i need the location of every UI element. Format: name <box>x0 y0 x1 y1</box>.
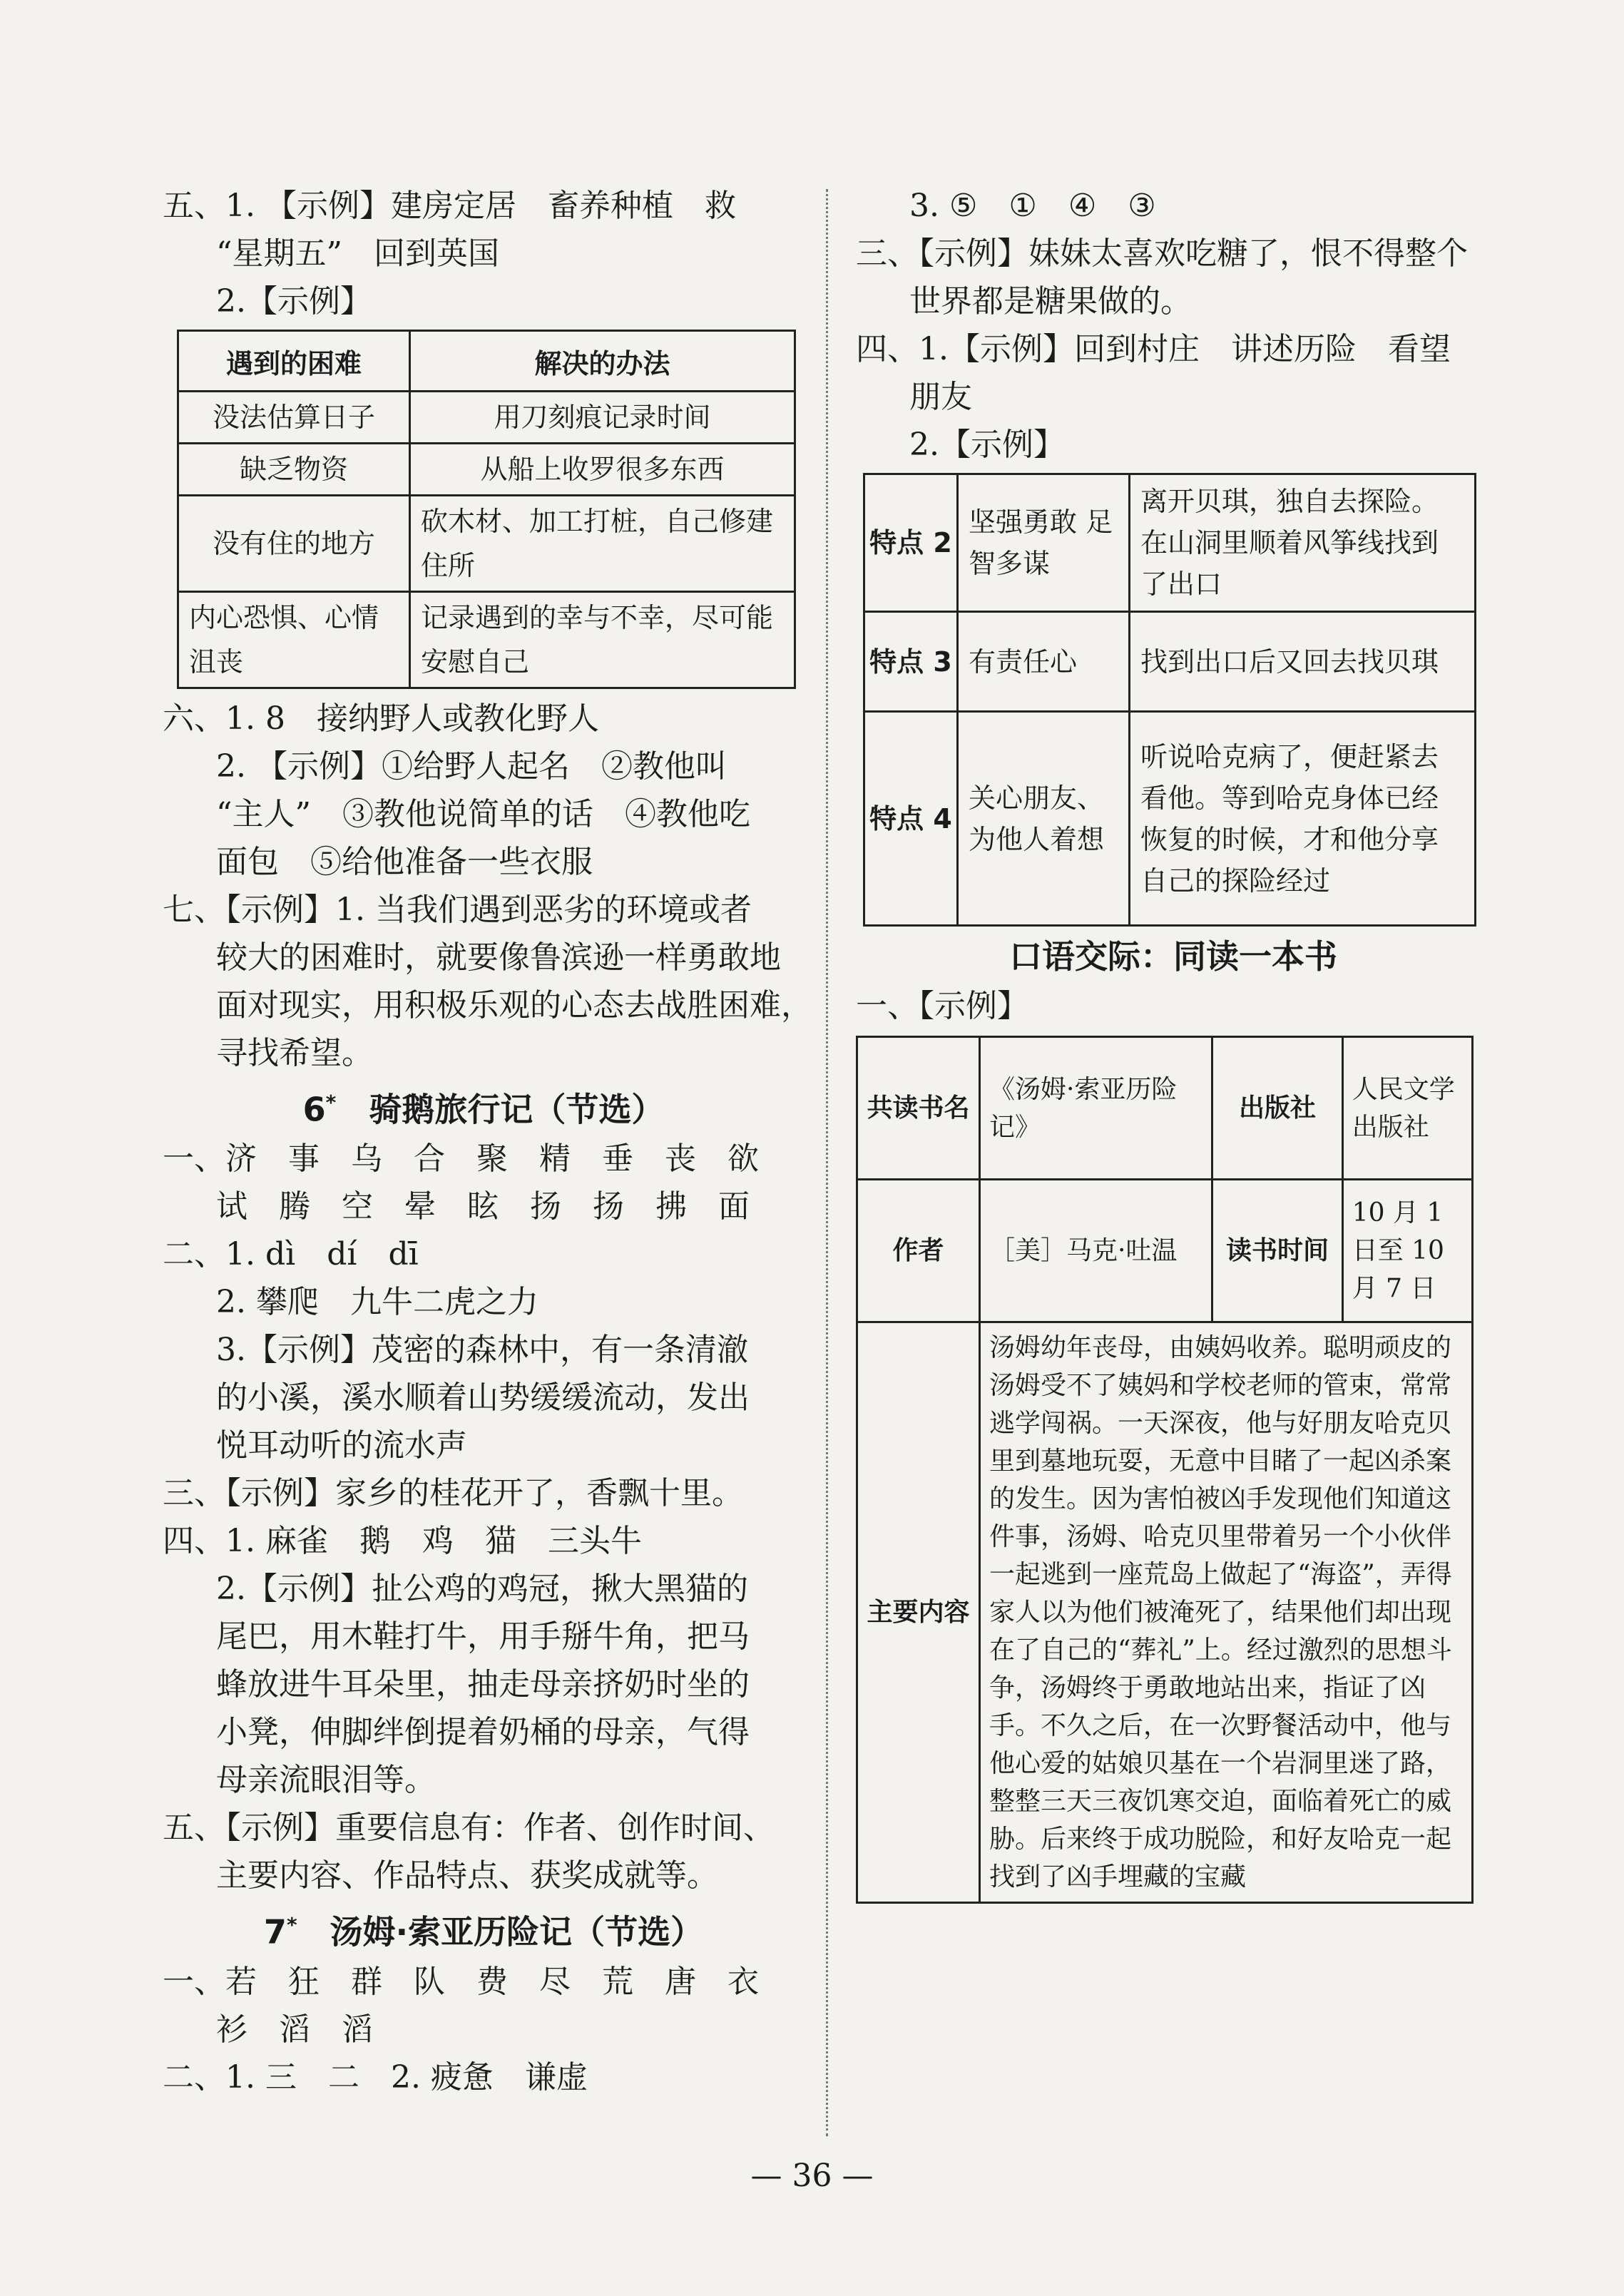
lesson-7-heading <box>163 1901 805 1956</box>
table-header: 遇到的困难 <box>178 331 410 392</box>
table-row <box>178 444 795 496</box>
answer-line: 七、【示例】1. 当我们遇到恶劣的环境或者 <box>163 892 752 928</box>
lesson-6-heading <box>163 1078 805 1133</box>
table-row <box>857 1322 1473 1903</box>
table-cell: 内心恐惧、心情沮丧 <box>178 592 410 688</box>
answer-line: 小凳，伸脚绊倒提着奶桶的母亲，气得 <box>216 1714 750 1751</box>
answer-line: 3.【示例】茂密的森林中，有一条清澈 <box>216 1332 748 1369</box>
content-label: 主要内容 <box>857 1322 980 1903</box>
answer-line: 尾巴，用木鞋打牛，用手掰牛角，把马 <box>216 1618 750 1655</box>
answer-line: 母亲流眼泪等。 <box>216 1762 436 1799</box>
answer-line: 三、【示例】妹妹太喜欢吃糖了，恨不得整个 <box>856 235 1468 272</box>
table-cell: 从船上收罗很多东西 <box>410 444 795 496</box>
trait-label: 特点 4 <box>864 712 958 926</box>
table-row <box>178 392 795 444</box>
answer-line: 较大的困难时，就要像鲁滨逊一样勇敢地 <box>216 939 781 976</box>
author-label: 作者 <box>857 1180 980 1322</box>
author: ［美］马克·吐温 <box>979 1180 1212 1322</box>
trait-evidence: 找到出口后又回去找贝琪 <box>1130 612 1476 712</box>
answer-line: 一、济 事 乌 合 聚 精 垂 丧 欲 <box>163 1141 759 1178</box>
lesson-number: 6 <box>302 1090 326 1129</box>
table-row <box>178 592 795 688</box>
publisher: 人民文学出版社 <box>1342 1037 1472 1180</box>
table-cell: 记录遇到的幸与不幸，尽可能安慰自己 <box>410 592 795 688</box>
table-row <box>178 496 795 592</box>
difficulty-solution-table <box>177 330 796 689</box>
trait-label: 特点 3 <box>864 612 958 712</box>
answer-line: 悦耳动听的流水声 <box>216 1427 467 1464</box>
answer-line: 寻找希望。 <box>216 1035 373 1071</box>
answer-line: 二、1. dì dí dī <box>163 1236 419 1273</box>
lesson-title: 骑鹅旅行记（节选） <box>369 1090 665 1129</box>
trait-name: 坚强勇敢 足智多谋 <box>958 474 1130 612</box>
table-cell: 用刀刻痕记录时间 <box>410 392 795 444</box>
answer-line: “星期五” 回到英国 <box>216 235 499 272</box>
answer-line: 衫 滔 滔 <box>216 2011 373 2048</box>
lesson-star: * <box>286 1913 297 1937</box>
table-row <box>864 474 1476 612</box>
answer-line: 二、1. 三 二 2. 疲惫 谦虚 <box>163 2058 588 2096</box>
answer-line: 五、1. 【示例】建房定居 畜养种植 救 <box>163 188 736 224</box>
publisher-label: 出版社 <box>1212 1037 1342 1180</box>
answer-line: 的小溪，溪水顺着山势缓缓流动，发出 <box>216 1379 750 1417</box>
answer-line: 四、1.【示例】回到村庄 讲述历险 看望 <box>856 331 1451 367</box>
answer-line: 面对现实，用积极乐观的心态去战胜困难， <box>216 987 812 1024</box>
table-cell: 没法估算日子 <box>178 392 410 444</box>
answer-line: 六、1. 8 接纳野人或教化野人 <box>163 700 599 737</box>
answer-line: 五、【示例】重要信息有：作者、创作时间、 <box>163 1810 775 1847</box>
content-summary: 汤姆幼年丧母，由姨妈收养。聪明顽皮的汤姆受不了姨妈和学校老师的管束，常常逃学闯祸。一天深夜，他与好朋友哈克贝里到墓地玩耍，无意中目睹了一起凶杀案的发生。因为害怕被凶手发现他们知道这件事，汤姆、哈克贝里带着另一个小伙伴一起逃到一座荒岛上做起了“海盗”，弄得家人以为他们被淹死了，结果他们却出现在了自己的“葬礼”上。经过激烈的思想斗争，汤姆终于勇敢地站出来，指证了凶手。不久之后，在一次野餐活动中，他与他心爱的姑娘贝基在一个岩洞里迷了路，整整三天三夜饥寒交迫，面临着死亡的威胁。后来终于成功脱险，和好友哈克一起找到了凶手埋藏的宝藏 <box>979 1322 1472 1903</box>
answer-line: 3. ⑤ ① ④ ③ <box>909 188 1156 224</box>
trait-name: 关心朋友、为他人着想 <box>958 712 1130 926</box>
answer-line: 四、1. 麻雀 鹅 鸡 猫 三头牛 <box>163 1523 642 1560</box>
table-row <box>857 1180 1473 1322</box>
answer-line: 朋友 <box>909 379 972 415</box>
trait-name: 有责任心 <box>958 612 1130 712</box>
table-cell: 砍木材、加工打桩，自己修建住所 <box>410 496 795 592</box>
answer-line: 一、若 狂 群 队 费 尽 荒 唐 衣 <box>163 1963 759 2000</box>
answer-line: 2. 【示例】①给野人起名 ②教他叫 <box>216 748 727 785</box>
table-cell: 缺乏物资 <box>178 444 410 496</box>
table-row <box>864 612 1476 712</box>
answer-line: 三、【示例】家乡的桂花开了，香飘十里。 <box>163 1475 743 1512</box>
answer-line: 试 腾 空 晕 眩 扬 扬 拂 面 <box>216 1188 750 1225</box>
answer-line: 一、【示例】 <box>856 988 1028 1024</box>
trait-evidence: 听说哈克病了，便赶紧去看他。等到哈克身体已经恢复的时候，才和他分享自己的探险经过 <box>1130 712 1476 926</box>
table-cell: 没有住的地方 <box>178 496 410 592</box>
book-title-label: 共读书名 <box>857 1037 980 1180</box>
answer-line: 2.【示例】扯公鸡的鸡冠，揪大黑猫的 <box>216 1571 748 1608</box>
table-row <box>857 1037 1473 1180</box>
lesson-star: * <box>325 1091 337 1114</box>
lesson-title: 汤姆·索亚历险记（节选） <box>330 1912 704 1951</box>
column-divider <box>826 189 828 2136</box>
book-title: 《汤姆·索亚历险记》 <box>979 1037 1212 1180</box>
oral-communication-heading: 口语交际：同读一本书 <box>1009 937 1337 976</box>
trait-label: 特点 2 <box>864 474 958 612</box>
answer-line: 2.【示例】 <box>909 427 1065 463</box>
answer-line: 面包 ⑤给他准备一些衣服 <box>216 844 593 880</box>
trait-evidence: 离开贝琪，独自去探险。在山洞里顺着风筝线找到了出口 <box>1130 474 1476 612</box>
reading-time-label: 读书时间 <box>1212 1180 1342 1322</box>
table-header: 解决的办法 <box>410 331 795 392</box>
reading-time: 10 月 1 日至 10 月 7 日 <box>1342 1180 1472 1322</box>
right-column <box>856 182 1491 1904</box>
table-row <box>864 712 1476 926</box>
page-number: — 36 — <box>750 2158 874 2194</box>
character-traits-table <box>863 473 1476 927</box>
book-info-table <box>856 1036 1474 1904</box>
left-column <box>163 182 812 2101</box>
answer-line: 世界都是糖果做的。 <box>909 283 1192 320</box>
answer-line: 2.【示例】 <box>216 283 372 320</box>
answer-line: 蜂放进牛耳朵里，抽走母亲挤奶时坐的 <box>216 1666 750 1703</box>
lesson-number: 7 <box>263 1912 287 1951</box>
answer-line: 主要内容、作品特点、获奖成就等。 <box>216 1857 718 1894</box>
answer-line: “主人” ③教他说简单的话 ④教他吃 <box>216 796 750 832</box>
answer-line: 2. 攀爬 九牛二虎之力 <box>216 1284 538 1321</box>
